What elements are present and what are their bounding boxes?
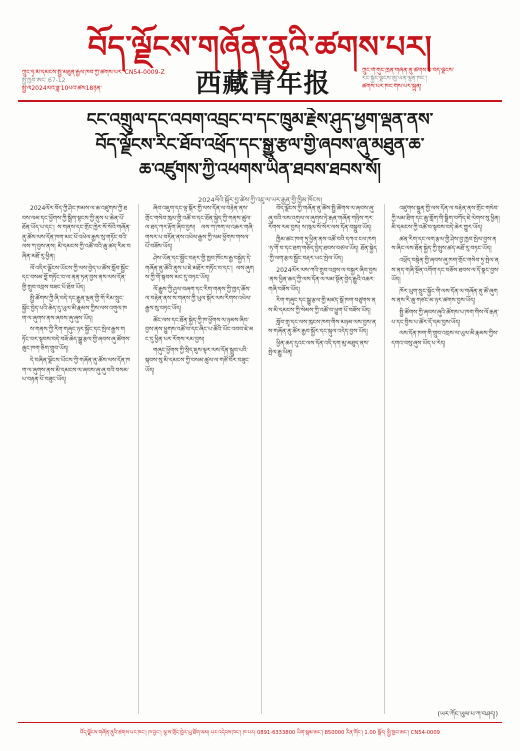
masthead-chinese-title: 西藏青年报	[195, 69, 331, 99]
byline: 2024ལོའི་སྐོར་བྱ་ཚེས་ཀྱི་འཇུ་ལ་ཡར་རྒྱན་གྱི་ཁྱིམ་ཁོངས།	[198, 196, 322, 204]
paragraph: ཚོང་ལས་དང་ཐོན་སྐྱེད་ཀྱི་ཁ་ཕྱོགས་ལ་ཉམས་ཞིབ་བྱས་ནས་ཕྱུགས་འཚོ་བ་དང་ཞིང་པ་ཚོའི་ཡོང་འབབ་ཇེ་མང་དུ་ཕྱིན་པར་རོགས་རམ་བྱས།	[145, 316, 254, 343]
article-column	[268, 204, 377, 714]
article-column	[391, 204, 500, 714]
paragraph: རིག་གཞུང་དང་སྒྱུ་རྩལ་གྱི་མཛད་སྒོ་ཁག་བཙུགས་ནས་མི་དམངས་ཀྱི་སེམས་ཀྱི་འཚོ་བ་ཕྱུག་པོ་བཟོས་ཡོད།	[268, 297, 376, 314]
paragraph: ལས་དོན་ཁག་གི་གྲུབ་འབྲས་ལ་ཡུལ་མི་རྣམས་ཀྱིས་དགའ་བསུ་ཞུས་ཡོད་པ་རེད།	[391, 330, 499, 347]
article-signature: (ཡར་ཀོང་ཡུལ་པ་ཀ་བཤད།)	[437, 710, 498, 718]
headline-line: ཆ་འཛུགས་ཀྱི་འཕགས་ཡིན་ཐབས་ཐབས་སོ།	[139, 160, 381, 180]
masthead-left-line: སྤྱི་ལོ2024ལོའི་ཟླ་10པའི་ཚེས18ཉིན་	[22, 85, 102, 92]
masthead-left-line: ཀྲུང་ཧྭ་མི་དམངས་སྤྱི་མཐུན་རྒྱལ་ཁབ་ཀྱི་ཚགས་པར་ CN54-0009-Z	[22, 69, 165, 76]
column-divider	[261, 204, 262, 714]
paragraph: ཚན་རིག་དང་ལག་རྩལ་གྱི་ཤེས་བྱ་ཁྱབ་སྤེལ་བྱས་ནས་ཞིང་ལས་ཐོན་སྐྱེད་ཀྱི་སྤུས་ཚད་མཐོ་རུ་བཏང་ཡོད།	[391, 235, 497, 253]
paragraph: ལོ་འདིར་ལྗོངས་ཡོངས་ཀྱི་ལས་བྱེད་པ་ཚོས་སློབ་སྦྱོང་དང་བསམ་བློ་གཏོང་བ་ལ་ནན་ཏན་བྱས་ནས་ལས་དོན་གྱི་གྲུབ་འབྲས་བཟང་པོ་ཐོབ་ཡོད།	[22, 264, 130, 291]
paragraph: ས་གནས་ཀྱི་རིག་གཞུང་ཉར་སྐྱོང་དང་སྤེལ་རྒྱས་གཏོང་བར་སྟབས་བདེ་བཟོ་ཆེད་སྒྱུ་རྩལ་གྱི་ཞབས་ཞུ་ཚོགས་ཆུང་ཁག་ཅིག་གྲུབ་ཡོད།	[22, 326, 131, 353]
masthead	[0, 0, 520, 99]
paragraph: གཞུང་ཕྱོགས་ཀྱི་སྲིད་ཇུས་ལྟར་ལས་དོན་སྒྲུབ་པའི་སྐབས་སུ་མི་དམངས་ཀྱི་བསམ་ཚུལ་ལ་གཙོ་བོར་བཟུང་ཡོད།	[145, 347, 250, 374]
paragraph: ཁྱིམ་ཚང་ཁག་ཏུ་ཕྱིན་ནས་འཚོ་བའི་དཀའ་ངལ་ཁག་ཧ་གོ་བ་དང་ཐག་གཅོད་བྱེད་ཐབས་བཙལ་ཡོད། ཐོན་སྐྱེད་ཀྱི་ལག་རྩལ་སྦྱོང་བརྡར་ཡང་སྤེལ་ཡོད།	[268, 235, 377, 262]
masthead-left-line: སྤྱི་ཁྱབ་ཨང་ 67-12	[22, 77, 66, 84]
masthead-right-line: ཀྲུང་གོ་གུང་ཁྲན་གཞོན་ནུ་ཚོགས་པ་བོད་ལྗོངས་	[362, 67, 454, 74]
masthead-divider	[18, 100, 502, 102]
footer-info: བོད་ལྗོངས་གཞོན་ནུའི་ཚགས་པར་ཁང་། ཁ་བྱང་། ལྷ་ས་གྲོང་ཁྱེར་ཡུ་ཐོག་ལམ། པར་འདེབས་ཁང་། ཁ་པར། 0891-6333800 ཡིག་སྒམ་ཨང་། 850000 རིན་གོང་། 1.00 སྒོར། སྤྱི་ཁྱབ་ཨང་། CN54-0009	[80, 730, 440, 736]
paragraph: དེ་བཞིན་ལྗོངས་ཡོངས་ཀྱི་གཞོན་ནུ་ཚོས་ལས་དོན་ཁག་ལ་ཞུགས་ནས་མི་དམངས་ལ་ཞབས་ཞུ་ཞུ་བའི་བསམ་པ་བརྟན་པོ་བཟུང་ཡོད།	[22, 356, 131, 384]
column-divider	[384, 204, 385, 714]
masthead-tibetan-title: བོད་ལྗོངས་གཞོན་ནུའི་ཚགས་པར།	[87, 30, 433, 65]
footer-divider	[18, 722, 502, 723]
paragraph: ལོ་རྒྱུས་ཀྱི་ཤུལ་བཞག་དང་རིག་གནས་ཀྱི་ཁྱད་ཆོས་ལ་བརྟེན་ནས་ས་གནས་ཀྱི་ཡུལ་སྐོར་ལས་རིགས་འཕེལ་རྒྱས་སུ་བཏང་ཡོད།	[145, 285, 252, 312]
paragraph: སློབ་གྲྭ་དང་ལས་ཁུངས་ཁག་གིས་མཉམ་ལས་བྱས་ནས་གཞོན་ནུ་ཚོར་རྒྱབ་སྐྱོར་དང་སྐུལ་འདེད་བྱས་ཡོད།	[268, 318, 377, 336]
column-divider	[138, 204, 139, 714]
masthead-right-line: རང་སྐྱོང་ལྗོངས་ཨུ་ཡོན་ལྷན་ཁང་།	[362, 75, 428, 82]
column-text	[22, 204, 131, 385]
paragraph: 2024ལོར་ལས་ཀའི་གྲུབ་འབྲས་ལ་བསྐྱར་ཞིབ་བྱས་ནས་ཕྱིན་ཆད་ཀྱི་ལས་དོན་ལ་ལམ་སྟོན་བྱེད་རྒྱུའི་འཆར་གཞི་བཟོས་ཡོད།	[268, 266, 377, 293]
article-column	[145, 204, 254, 714]
column-text	[391, 204, 500, 348]
masthead-right-info	[362, 67, 507, 91]
paragraph: འཕྲོད་བསྟེན་གྱི་ཞབས་ཞུ་ཁག་གྲོང་གསེབ་ཏུ་སྤེལ་ནས་ནད་གཞི་སྔོན་འགོག་དང་བཅོས་ཐབས་ལ་དོ་སྣང་བྱས་ཡོད།	[391, 256, 500, 284]
paragraph: འཛུགས་སྐྲུན་གྱི་ལས་དོན་ལ་བརྟེན་ནས་གྲོང་གསེབ་ཀྱི་ལམ་ཐིག་དང་ཆུ་གློག་གི་སྒྲིག་བཀོད་ཇེ་ལེགས་སུ་ཕྱིན། མི་དམངས་ཀྱི་འཚོ་བ་སྟབས་བདེ་ཆེར་གྱུར་ཡོད།	[391, 205, 500, 232]
paragraph: ཕྱིན་ཆད་དུའང་ལས་དོན་འདི་དག་མུ་མཐུད་ནས་སྤེལ་རྒྱུ་ཡིན།	[268, 339, 370, 357]
paragraph: སྤྱི་ཚོགས་ཀྱི་ཞབས་ཞུའི་ཚོགས་པ་ཁག་གིས་ལོ་རྒན་པ་དང་བྱིས་པ་ཚོར་དོ་དམ་བྱས་ཡོད།	[391, 308, 499, 326]
paragraph: ཞིབ་འཇུག་དང་ལྟ་སྐོར་གྱི་ལས་དོན་ལ་བརྟེན་ནས་གྲོང་གསེབ་ཁུལ་གྱི་འཚོ་བ་དང་ཐོན་སྐྱེད་ཀྱི་གནས་ཚུལ་ལ་ཐད་ཀར་རྟོག་ཞིབ་བྱས། ལས་ཀ་ཁག་ལ་འཆར་གཞི་གསར་པ་བཏོན་ནས་འཕེལ་རྒྱས་ཀྱི་ལམ་ཕྱོགས་གསལ་པོ་བཟོས་ཡོད།	[145, 205, 254, 251]
paragraph: ཤེས་ཡོན་དང་སྦྱོང་བརྡར་གྱི་ཁྱབ་ཁོངས་རྒྱ་བསྐྱེད་དེ་གཞོན་ནུ་ཚོའི་ནུས་པ་ཇེ་མཐོར་གཏོང་བ་དང་། ལས་ཞུགས་ཀྱི་གོ་སྐབས་མང་དུ་བཏང་ཡོད།	[145, 254, 254, 282]
masthead-right-line: ཚགས་པར་ཁང་གིས་པར་སྐྲུན།	[362, 83, 422, 90]
headline-line: ངང་འགྲུལ་དང་འབག་འབྲང་བ་དང་ཁྲུམ་རྗེས་ཤུད་ཕྱག་ལྡན་ནས་	[86, 110, 434, 130]
paragraph: ཁོར་ཡུག་སྲུང་སྐྱོང་གི་ལས་དོན་ལ་གཞོན་ནུ་ཚོ་ཞུགས་ནས་རི་ཆུ་གཙང་མ་ཉར་ཚགས་བྱས་ཡོད།	[391, 287, 498, 305]
paragraph: བོད་ལྗོངས་ཀྱི་གཞོན་ནུ་ཚོས་སྤྱི་ཚོགས་ལ་ཞབས་ཞུ་ཞུ་བའི་ལས་འགུལ་ལ་ཞུགས་ཏེ་རྒན་གཞོན་གཉིས་ཀར་རོགས་རམ་བྱས། ས་ཁུལ་སོ་སོར་ལས་དོན་བསྒྲུབ་ཡོད།	[268, 205, 375, 232]
paragraph: 2024ལོར་བོད་ཀྱི་ཤིང་ཁམས་ལ་ཆ་འཛུགས་ཀྱི་ཐབས་ལམ་དང་ཕྱོགས་ཀྱི་སྒྲིག་སྟངས་ཀྱི་ནུས་པ་ཆེན་པོ་ཐོན་ཡོད་པ་དང་། ས་གནས་དང་གྲོང་ཁྱེར་སོ་སོའི་གཞོན་ནུ་ཚོས་ལས་དོན་ཁག་མང་པོ་འཕེལ་རྒྱས་སུ་གཏོང་བའི་ལས་ཀ་བྱས་ནས། མི་དམངས་ཀྱི་འཚོ་བའི་ཆུ་ཚད་རིམ་བཞིན་མཐོ་རུ་ཕྱིན།	[22, 205, 131, 260]
headline	[20, 108, 500, 183]
article-column	[22, 204, 131, 714]
paragraph: སྤྱི་ཚོགས་ཀྱི་ཞི་བདེ་དང་རྒྱུན་ལྡན་གྱི་གོ་རིམ་སྲུང་སྐྱོང་བྱེད་པའི་ཆེད་དུ་ཡུལ་མི་རྣམས་ཀྱིས་ལས་འགུལ་ཁག་ལ་ཞུགས་ནས་ཞབས་ཞུ་ཞུས་ཡོད།	[22, 295, 127, 322]
article-body	[22, 204, 500, 714]
column-text	[268, 204, 377, 358]
headline-line: བོད་ལྗོངས་རིང་ཐོབ་འཕྲོད་དང་སྒྱུ་རྩལ་གྱི་ཞབས་ཞུ་མཐུན་ཆ་	[95, 135, 425, 155]
masthead-left-info	[22, 69, 172, 93]
column-text	[145, 204, 254, 375]
